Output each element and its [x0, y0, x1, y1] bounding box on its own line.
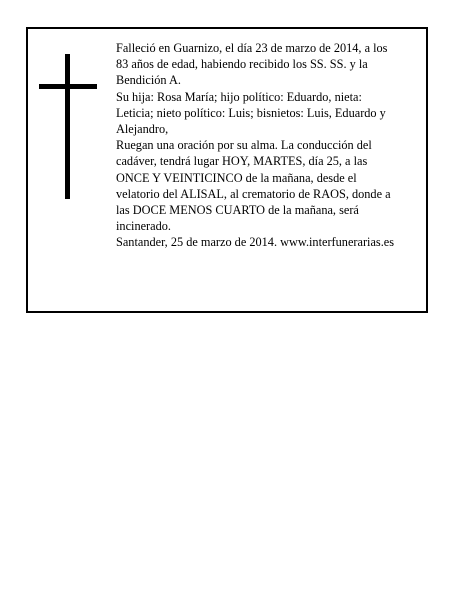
notice-line: ONCE Y VEINTICINCO de la mañana, desde el: [116, 170, 357, 185]
notice-line: Bendición A.: [116, 73, 181, 88]
notice-line: las DOCE MENOS CUARTO de la mañana, será: [116, 202, 359, 217]
notice-line: incinerado.: [116, 219, 171, 234]
notice-line: Falleció en Guarnizo, el día 23 de marzo de 2014, a los: [116, 41, 388, 55]
notice-line: Leticia; nieto político: Luis; bisnietos: Luis, Eduardo y: [116, 105, 386, 120]
notice-line: velatorio del ALISAL, al crematorio de RAOS, donde a: [116, 186, 391, 201]
notice-line: Ruegan una oración por su alma. La conducción del: [116, 138, 372, 153]
notice-line: Su hija: Rosa María; hijo político: Eduardo, nieta:: [116, 89, 362, 104]
obituary-notice: [26, 27, 428, 313]
notice-line: 83 años de edad, habiendo recibido los SS. SS. y la: [116, 57, 368, 72]
notice-line: Santander, 25 de marzo de 2014. www.interfunerarias.es: [116, 235, 395, 250]
notice-text: [116, 40, 436, 250]
cross-icon: [38, 54, 98, 199]
notice-line: Alejandro,: [116, 121, 169, 136]
cross-horizontal-bar: [39, 84, 97, 89]
notice-line: cadáver, tendrá lugar HOY, MARTES, día 25, a las: [116, 154, 368, 169]
cross-vertical-bar: [65, 54, 70, 199]
